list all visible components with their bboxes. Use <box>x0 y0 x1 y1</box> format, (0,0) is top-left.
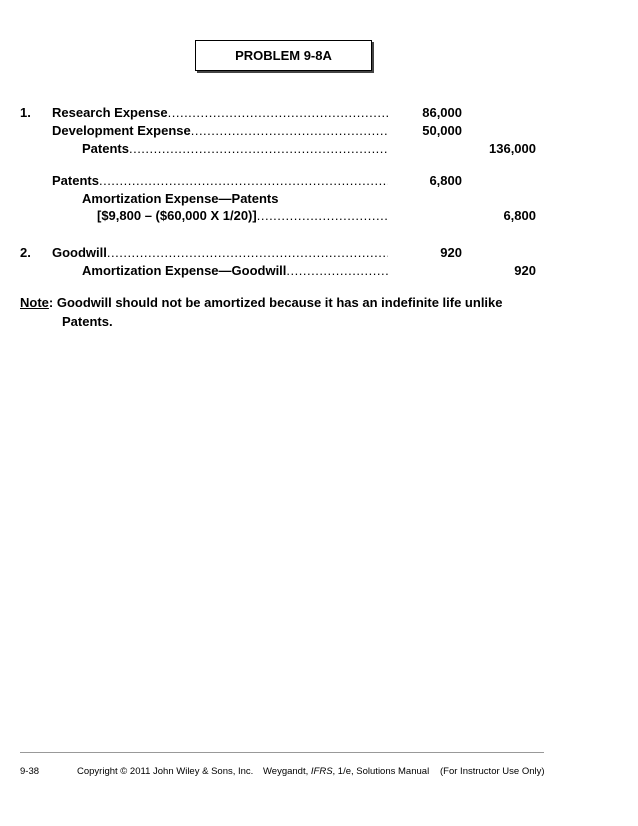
journal-line <box>0 140 638 158</box>
account-cell <box>52 122 388 140</box>
leader-dots <box>107 244 388 262</box>
debit-amount: 920 <box>440 245 462 260</box>
book-italic: IFRS <box>310 766 333 777</box>
account-cell <box>52 244 388 262</box>
account-name: Amortization Expense—Patents <box>82 191 279 206</box>
entry-number: 2. <box>20 245 31 260</box>
journal-line <box>0 207 638 225</box>
debit-amount: 86,000 <box>422 105 462 120</box>
leader-dots <box>99 172 388 190</box>
leader-dots <box>286 262 388 280</box>
account-name: Research Expense <box>52 105 168 120</box>
note-line <box>20 293 503 312</box>
account-name: Goodwill <box>52 245 107 260</box>
footer-copyright: Copyright © 2011 John Wiley & Sons, Inc. <box>77 766 254 777</box>
note-text: : Goodwill should not be amortized because it has an indefinite life unlike <box>48 295 503 310</box>
leader-dots <box>129 140 388 158</box>
account-name: Patents <box>52 173 99 188</box>
account-name: Amortization Expense—Goodwill <box>82 263 287 278</box>
journal-line <box>0 190 638 208</box>
account-name: Patents <box>82 141 129 156</box>
account-cell <box>82 262 388 280</box>
credit-amount: 136,000 <box>489 141 536 156</box>
account-cell <box>97 207 388 225</box>
debit-amount: 50,000 <box>422 123 462 138</box>
debit-amount: 6,800 <box>429 173 462 188</box>
footer-usage: (For Instructor Use Only) <box>440 766 545 777</box>
journal-line <box>0 172 638 190</box>
note-line: Patents. <box>62 314 113 329</box>
journal-line <box>0 244 638 262</box>
problem-title: PROBLEM 9-8A <box>235 48 332 63</box>
journal-line <box>0 104 638 122</box>
leader-dots <box>168 104 388 122</box>
book-prefix: Weygandt, <box>263 766 311 777</box>
note-label: Note <box>20 295 49 310</box>
book-suffix: , 1/e, Solutions Manual <box>332 766 430 777</box>
footer-book-title <box>263 766 429 777</box>
account-cell <box>52 104 388 122</box>
account-explanation: [$9,800 – ($60,000 X 1/20)] <box>97 208 257 223</box>
credit-amount: 6,800 <box>503 208 536 223</box>
leader-dots <box>191 122 388 140</box>
problem-title-box <box>195 40 372 71</box>
account-name: Development Expense <box>52 123 191 138</box>
account-cell <box>52 172 388 190</box>
journal-line <box>0 122 638 140</box>
account-cell <box>82 140 388 158</box>
credit-amount: 920 <box>514 263 536 278</box>
leader-dots <box>257 207 388 225</box>
footer-divider <box>20 752 544 753</box>
entry-number: 1. <box>20 105 31 120</box>
footer-page-number: 9-38 <box>20 766 40 777</box>
journal-line <box>0 262 638 280</box>
